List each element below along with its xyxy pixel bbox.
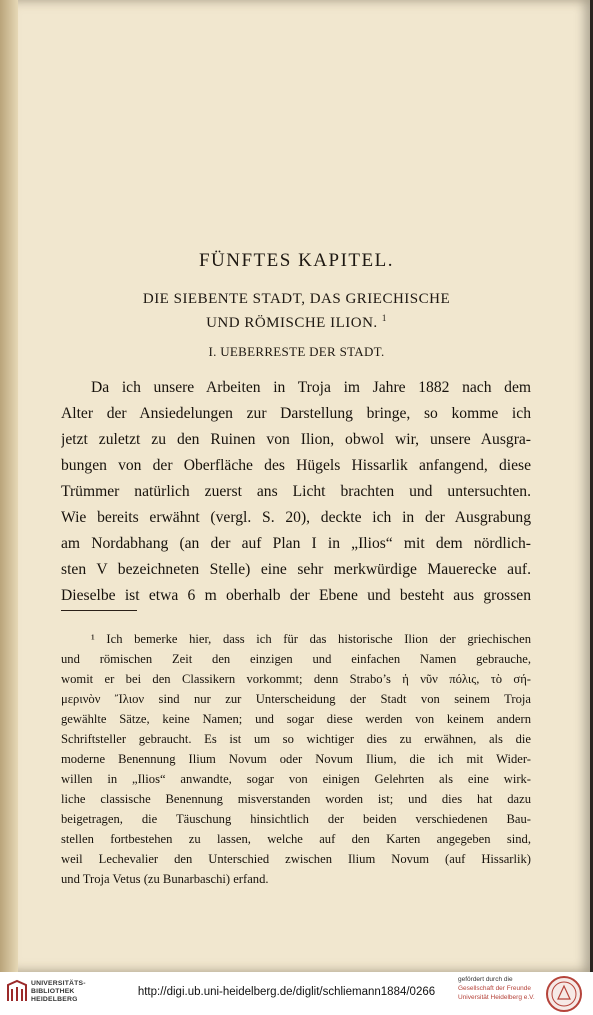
body-line: Wie bereits erwähnt (vergl. S. 20), deckte ich in der Ausgrabung xyxy=(61,509,531,526)
footnote-line: und römischen Zeit den einzigen und einfachen Namen gebrauche, xyxy=(61,652,531,666)
body-line: Trümmer natürlich zuerst ans Licht brachten und untersuchten. xyxy=(61,483,531,500)
funding-line: gefördert durch die xyxy=(458,976,513,983)
footnote-line: und Troja Vetus (zu Bunarbaschi) erfand. xyxy=(61,872,269,886)
body-line: Da ich unsere Arbeiten in Troja im Jahre 1882 nach dem xyxy=(91,379,531,396)
funding-credit xyxy=(458,975,535,1002)
body-line: Dieselbe ist etwa 6 m oberhalb der Ebene und besteht aus grossen xyxy=(61,587,531,604)
page-spine-shadow xyxy=(0,0,18,972)
footnote-line: stellen fortbestehen zu lassen, welche auf den Karten angegeben sind, xyxy=(61,832,531,846)
body-line: bungen von der Oberfläche des Hügels Hissarlik anfangend, diese xyxy=(61,457,531,474)
library-name-line: BIBLIOTHEK xyxy=(31,988,75,995)
body-line: jetzt zuletzt zu den Ruinen von Ilion, obwol wir, unsere Ausgra- xyxy=(61,431,531,448)
subtitle-line2-text: UND RÖMISCHE ILION. xyxy=(206,315,378,331)
body-line: Alter der Ansiedelungen zur Darstellung bringe, so komme ich xyxy=(61,405,531,422)
footnote-line: Schriftsteller gebraucht. Es ist um so wichtiger dies zu erwähnen, als die xyxy=(61,732,531,746)
footnote-reference-mark: 1 xyxy=(381,313,387,323)
section-heading: I. UEBERRESTE DER STADT. xyxy=(208,344,385,359)
funding-line: Gesellschaft der Freunde xyxy=(458,985,531,992)
chapter-title: FÜNFTES KAPITEL. xyxy=(198,250,394,271)
footnote-line: willen in „Ilios“ anwandte, sogar von einigen Gelehrten als eine wirk- xyxy=(61,772,531,786)
body-line: am Nordabhang (an der auf Plan I in „Ilios“ mit dem nördlich- xyxy=(61,535,531,552)
permalink-text[interactable]: http://digi.ub.uni-heidelberg.de/diglit/schliemann1884/0266 xyxy=(137,986,436,998)
footnote-line: womit er bei den Classikern vorkommt; denn Strabo’s ἡ νῦν πόλις, τὸ σή- xyxy=(61,672,531,686)
footnote-line: weil Lechevalier den Unterschied zwischen Ilium Novum (auf Hissarlik) xyxy=(61,852,531,866)
footnote-line: gewählte Sätze, keine Namen; und sogar diese werden von keinem andern xyxy=(61,712,531,726)
university-seal-icon xyxy=(544,975,584,1013)
chapter-subtitle-line1: DIE SIEBENTE STADT, DAS GRIECHISCHE xyxy=(142,291,451,307)
footnote-separator xyxy=(61,610,137,611)
footnote-line: moderne Benennung Ilium Novum oder Novum Ilium, die ich mit Wider- xyxy=(61,752,531,766)
footnote-line: liche classische Benennung misverstanden worden ist; und dies hat dazu xyxy=(61,792,531,806)
footnote-line: μερινὸν Ἴλιον sind nur zur Unterscheidung der Stadt von seinem Troja xyxy=(61,692,531,706)
footnote-line: beigetragen, die Täuschung hinsichtlich der beiden verschiedenen Bau- xyxy=(61,812,531,826)
chapter-subtitle-line2 xyxy=(0,313,593,332)
library-name-line: HEIDELBERG xyxy=(31,996,78,1003)
funding-line: Universität Heidelberg e.V. xyxy=(458,994,535,1001)
body-line: sten V bezeichneten Stelle) eine sehr merkwürdige Mauerecke auf. xyxy=(61,561,531,578)
footnote-line: ¹ Ich bemerke hier, dass ich für das historische Ilion der griechischen xyxy=(91,632,531,646)
library-name-line: UNIVERSITÄTS- xyxy=(31,980,86,987)
